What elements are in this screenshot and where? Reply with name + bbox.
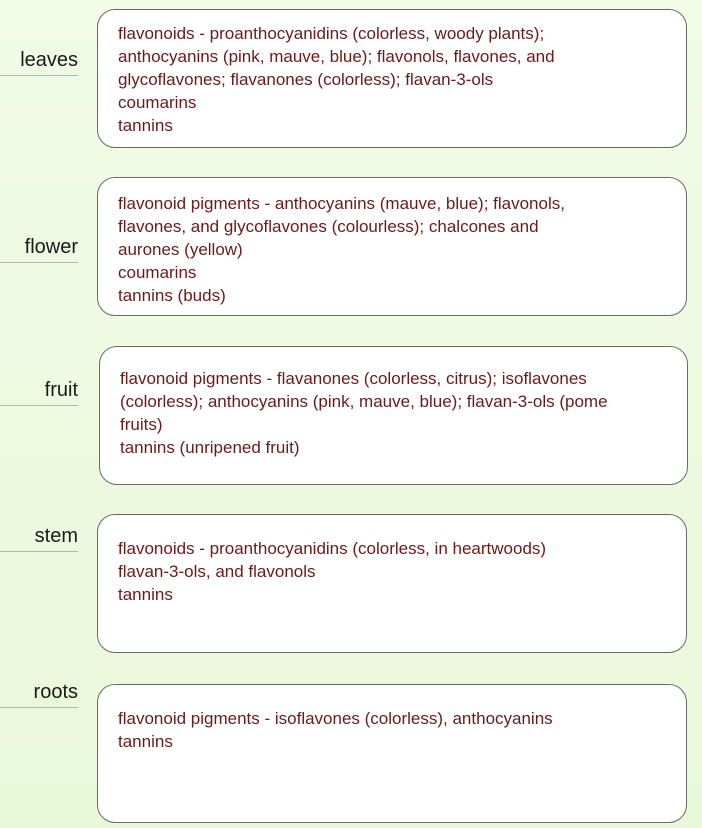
description-box-leaves xyxy=(97,9,687,148)
description-line: tannins (buds) xyxy=(118,286,226,305)
part-label-roots: roots xyxy=(0,680,78,708)
description-line: aurones (yellow) xyxy=(118,240,243,259)
description-line: (colorless); anthocyanins (pink, mauve, blue); flavan-3-ols (pome xyxy=(120,392,608,411)
part-label-flower: flower xyxy=(0,235,78,263)
description-line: flavonoids - proanthocyanidins (colorless, woody plants); xyxy=(118,24,545,43)
description-line: fruits) xyxy=(120,415,163,434)
description-line: tannins xyxy=(118,585,173,604)
description-line: flavones, and glycoflavones (colourless); chalcones and xyxy=(118,217,539,236)
description-line: flavonoid pigments - anthocyanins (mauve, blue); flavonols, xyxy=(118,194,565,213)
description-line: tannins xyxy=(118,116,173,135)
part-label-stem: stem xyxy=(0,524,78,552)
description-line: flavan-3-ols, and flavonols xyxy=(118,562,316,581)
description-line: anthocyanins (pink, mauve, blue); flavonols, flavones, and xyxy=(118,47,555,66)
description-line: tannins (unripened fruit) xyxy=(120,438,300,457)
description-line: flavonoid pigments - flavanones (colorless, citrus); isoflavones xyxy=(120,369,587,388)
description-box-fruit xyxy=(99,346,688,485)
part-label-leaves: leaves xyxy=(0,48,78,76)
description-line: coumarins xyxy=(118,263,197,282)
description-line: coumarins xyxy=(118,93,197,112)
description-box-stem xyxy=(97,514,687,653)
description-line: flavonoids - proanthocyanidins (colorless, in heartwoods) xyxy=(118,539,547,558)
description-line: glycoflavones; flavanones (colorless); flavan-3-ols xyxy=(118,70,494,89)
description-line: tannins xyxy=(118,732,173,751)
description-line: flavonoid pigments - isoflavones (colorless), anthocyanins xyxy=(118,709,553,728)
description-box-flower xyxy=(97,177,687,316)
part-label-fruit: fruit xyxy=(0,378,78,406)
description-box-roots xyxy=(97,684,687,823)
